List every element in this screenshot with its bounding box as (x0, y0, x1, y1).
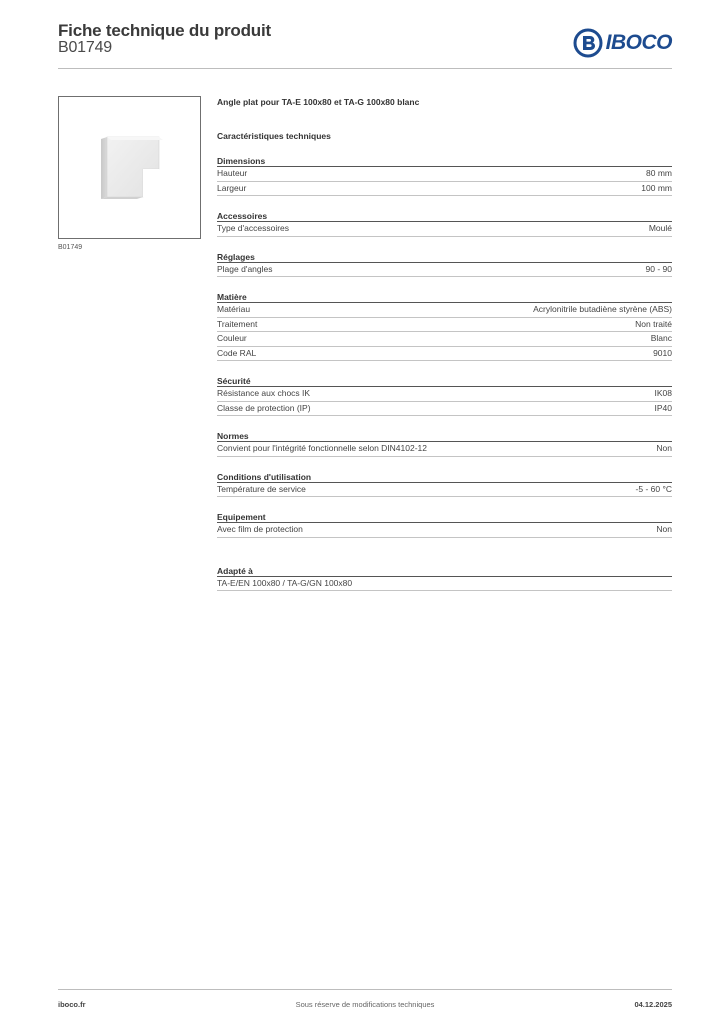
spec-row (217, 577, 672, 592)
section-title: Réglages (217, 251, 672, 263)
spec-label: Résistance aux chocs IK (217, 388, 311, 398)
page-footer (58, 989, 672, 1013)
spec-value: Acrylonitrile butadiène styrène (ABS) (533, 304, 672, 314)
footer-date: 04.12.2025 (634, 1000, 672, 1009)
product-code: B01749 (58, 39, 112, 56)
spec-value: 100 mm (641, 182, 672, 193)
iboco-logo-mark-icon (573, 28, 603, 58)
spec-value: 9010 (653, 347, 672, 358)
section-dimensions (217, 155, 672, 196)
spec-label: TA-E/EN 100x80 / TA-G/GN 100x80 (217, 577, 353, 588)
footer-website-link[interactable]: iboco.fr (58, 1000, 86, 1009)
section-title: Matière (217, 291, 672, 303)
product-image-frame (58, 96, 201, 239)
spec-label: Code RAL (217, 347, 257, 358)
spec-label: Plage d'angles (217, 263, 273, 274)
spec-value: 80 mm (646, 168, 672, 178)
section-adapte (217, 565, 672, 592)
product-name: Angle plat pour TA-E 100x80 et TA-G 100x80 blanc (217, 97, 420, 107)
spec-label: Type d'accessoires (217, 223, 290, 233)
product-image-caption: B01749 (58, 244, 83, 251)
footer-notice: Sous réserve de modifications techniques (295, 1000, 435, 1009)
spec-label: Classe de protection (IP) (217, 402, 311, 413)
product-image (59, 97, 202, 240)
section-title: Sécurité (217, 375, 672, 387)
spec-value: Blanc (650, 333, 672, 343)
specs-heading: Caractéristiques techniques (217, 131, 331, 141)
section-normes (217, 430, 672, 457)
spec-row (217, 263, 672, 278)
section-matiere (217, 291, 672, 361)
spec-row (217, 402, 672, 417)
spec-label: Hauteur (217, 168, 248, 178)
spec-value: Non (656, 443, 672, 453)
spec-row (217, 483, 672, 498)
section-title: Equipement (217, 511, 672, 523)
page-title: Fiche technique du produit (58, 21, 271, 40)
spec-label: Convient pour l'intégrité fonctionnelle selon DIN4102-12 (217, 443, 428, 453)
specifications (217, 96, 672, 591)
section-title: Normes (217, 430, 672, 442)
spec-value: IP40 (654, 402, 672, 413)
page-header (58, 21, 672, 69)
spec-label: Traitement (217, 318, 258, 329)
spec-row (217, 303, 672, 318)
spec-row (217, 347, 672, 362)
spec-row (217, 182, 672, 197)
spec-value: Moulé (648, 223, 672, 233)
spec-row (217, 387, 672, 402)
spec-label: Largeur (217, 182, 247, 193)
spec-label: Avec film de protection (217, 524, 303, 534)
iboco-logo-text: IBOCO (605, 31, 672, 54)
spec-value: IK08 (654, 388, 672, 398)
spec-row (217, 442, 672, 457)
spec-value: -5 - 60 °C (635, 483, 672, 494)
section-reglages (217, 251, 672, 278)
section-title: Conditions d'utilisation (217, 471, 672, 483)
spec-value: Non (656, 524, 672, 534)
spec-row (217, 167, 672, 182)
section-conditions (217, 471, 672, 498)
section-accessoires (217, 210, 672, 237)
spec-label: Matériau (217, 304, 251, 314)
section-title: Dimensions (217, 155, 672, 167)
spec-label: Température de service (217, 483, 306, 494)
spec-row (217, 222, 672, 237)
section-securite (217, 375, 672, 416)
spec-row (217, 523, 672, 538)
section-title: Accessoires (217, 210, 672, 222)
spec-row (217, 332, 672, 347)
iboco-logo (573, 27, 672, 59)
spec-row (217, 318, 672, 333)
spec-value: 90 - 90 (645, 263, 672, 274)
spec-value: Non traité (635, 318, 672, 329)
section-equipement (217, 511, 672, 538)
spec-label: Couleur (217, 333, 247, 343)
section-title: Adapté à (217, 565, 672, 577)
